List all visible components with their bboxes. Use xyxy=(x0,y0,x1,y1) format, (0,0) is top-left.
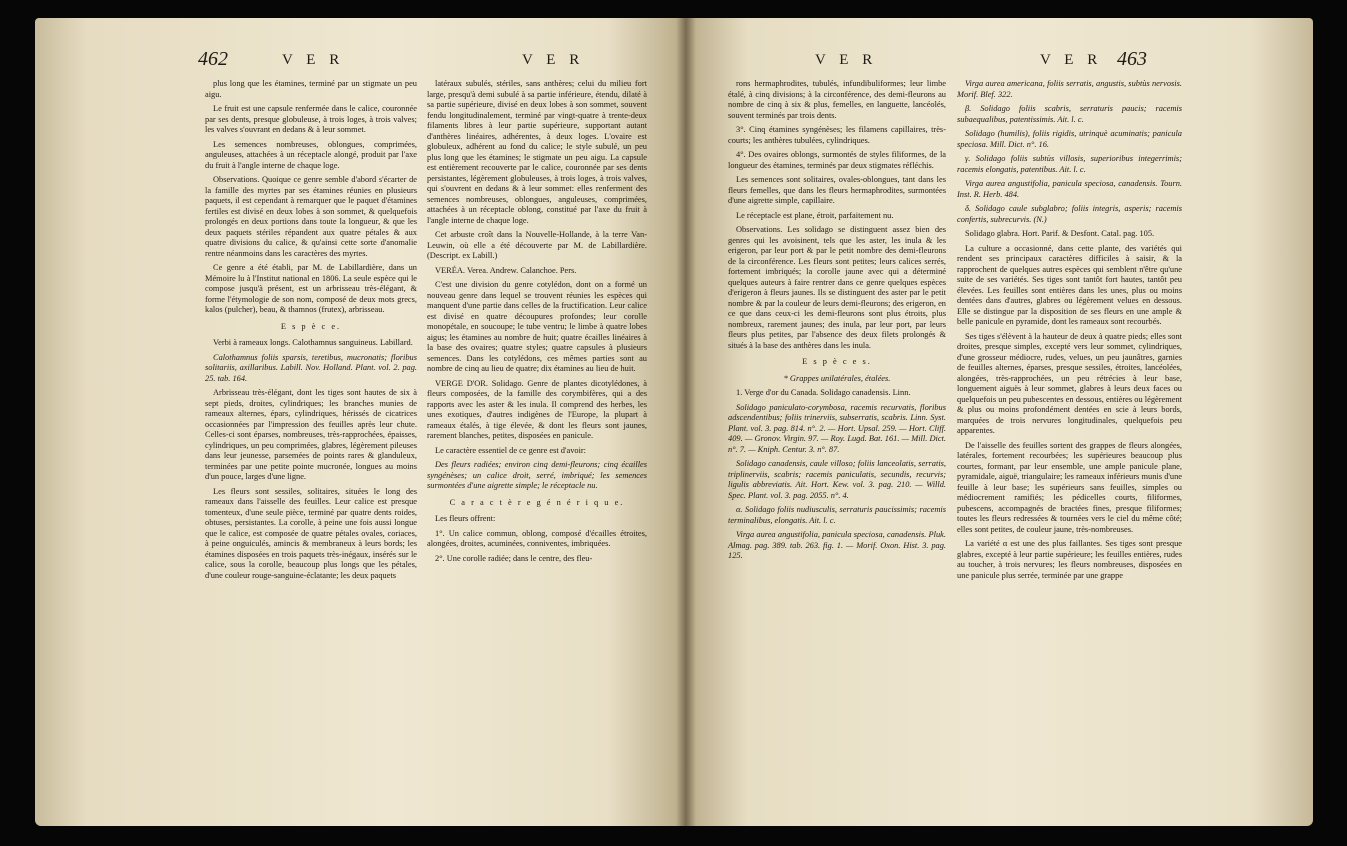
left-running-head-2: V E R xyxy=(522,52,585,68)
paragraph: Le fruit est une capsule renfermée dans le calice, couronnée par ses dents, presque globuleuse, à trois loges, à trois valves; les valves s'ouvrant en dedans & à leur sommet. xyxy=(205,104,417,134)
paragraph: Solidago paniculato-corymbosa, racemis recurvatis, floribus adscendentibus; foliis trinerviis, subserratis, scabris. Linn. Syst. Plant. vol. 3. pag. 814. n°. 2. — Hort. Upsal. 259. — Hort. Cliff. 409. — Gronov. Virgin. 97. — Roy. Lugd. Bat. 161. — Mill. Dict. n°. 7. — Kniph. Centur. 3. n°. 87. xyxy=(728,402,946,454)
paragraph: 3°. Cinq étamines syngénèses; les filamens capillaires, très-courts; les anthères tubulées, cylindriques. xyxy=(728,125,946,145)
paragraph: La variété α est une des plus faillantes. Ses tiges sont presque glabres, excepté à leur partie supérieure; les feuilles entières, rudes au toucher, à trois nervures; les fleurs nombreuses, disposées en une panicule plus serrée, terminée par une grappe xyxy=(957,539,1182,580)
section-heading: C a r a c t è r e g é n é r i q u e. xyxy=(449,497,625,507)
entry-heading: VERGE D'OR. Solidago. Genre de plantes dicotylédones, à fleurs composées, de la famille des corymbifères, qui a des rapports avec les aster & les inula. Il comprend des herbes, les unes exotiques, d'autres indigènes de l'Europe, la plupart à rameaux étalés, à tige élevée, & dont les fleurs sont jaunes, rarement blanches, petites, disposées en panicule. xyxy=(427,378,647,440)
right-column-2 xyxy=(957,79,1182,585)
paragraph: γ. Solidago foliis subtùs villosis, superioribus integerrimis; racemis elongatis, patentibus. Ait. l. c. xyxy=(957,154,1182,174)
paragraph: Virga aurea angustifolia, panicula speciosa, canadensis. Tourn. Inst. R. Herb. 484. xyxy=(957,179,1182,199)
paragraph: Virga aurea angustifolia, panicula speciosa, canadensis. Pluk. Almag. pag. 389. tab. 263. fig. 1. — Morif. Oxon. Hist. 3. pag. 125. xyxy=(728,530,946,560)
paragraph: Observations. Quoique ce genre semble d'abord s'écarter de la famille des myrtes par ses étamines réunies en plusieurs paquets, il est cependant à remarquer que le paquet d'étamines fertiles est divisé en deux lobes à son sommet, & quelquefois prolongés en deux portions dans toute la longueur, & que les deux paquets stériles répandent aux quatre pétales & aux quatre divisions du calice, & qu'ainsi cette sorte d'anomalie rentre néanmoins dans les caractères des myrtes. xyxy=(205,175,417,258)
paragraph: Cet arbuste croît dans la Nouvelle-Hollande, à la terre Van-Leuwin, où elle a été découverte par M. de Labillardière. (Descript. ex Labill.) xyxy=(427,230,647,260)
paragraph: 4°. Des ovaires oblongs, surmontés de styles filiformes, de la longueur des étamines, terminés par deux stigmates réfléchis. xyxy=(728,150,946,170)
paragraph: Solidago canadensis, caule villoso; foliis lanceolatis, serratis, triplinerviis, scabris; racemis paniculatis, secundis, recurvis; ligulis abbreviatis. Ait. Hort. Kew. vol. 3. pag. 210. — Willd. Spec. Plant. vol. 3. pag. 2055. n°. 4. xyxy=(728,459,946,500)
paragraph: α. Solidago foliis nudiusculis, serraturis paucissimis; racemis terminalibus, elongatis. Ait. l. c. xyxy=(728,505,946,525)
paragraph: Les fleurs offrent: xyxy=(435,514,496,523)
section-heading: E s p è c e. xyxy=(280,321,342,331)
section-heading: E s p è c e s. xyxy=(802,357,872,366)
paragraph: Le réceptacle est plane, étroit, parfaitement nu. xyxy=(736,210,894,220)
paragraph: 2°. Une corolle radiée; dans le centre, des fleu- xyxy=(435,553,593,563)
paragraph: Solidago (humilis), foliis rigidis, utrinquè acuminatis; panicula speciosa. Mill. Dict. n°. 16. xyxy=(957,129,1182,149)
right-column-1 xyxy=(728,79,946,566)
paragraph: Verbi à rameaux longs. Calothamnus sanguineus. Labillard. xyxy=(213,338,413,347)
right-running-head-2: V E R xyxy=(1040,52,1103,68)
paragraph: La culture a occasionné, dans cette plante, des variétés qui rendent ses principaux caractères difficiles à saisir, & la rapprochent de quelques autres espèces qui semblent n'être qu'une suite de ses variétés. Ses tiges sont tantôt fort hautes, tantôt peu élevées. Les feuilles sont entières dans les unes, plus ou moins dentées dans d'autres, glabres ou légèrement velues en dessous. Elle se distingue par la disposition de ses fleurs en une ample & belle panicule en pyramide, dont les rameaux sont recourbés. xyxy=(957,243,1182,326)
paragraph: 1°. Un calice commun, oblong, composé d'écailles étroites, alongées, droites, acuminées, conniventes, imbriquées. xyxy=(427,528,647,548)
paragraph: Des fleurs radiées; environ cinq demi-fleurons; cinq écailles syngénèses; un calice droit, serré, imbriqué; les semences surmontées d'une aigrette simple; le réceptacle nu. xyxy=(427,460,647,490)
right-page-number: 463 xyxy=(1117,48,1147,70)
paragraph: Ce genre a été établi, par M. de Labillardière, dans un Mémoire lu à l'Institut national en 1806. La seule espèce qui le compose jusqu'à présent, est un arbrisseau très-élégant, & forme l'étymologie de son nom, composé de deux mots grecs, kalos (pulcher), beau, & thamnos (frutex), arbrisseau. xyxy=(205,263,417,314)
paragraph: Virga aurea americana, foliis serratis, angustis, subtùs nervosis. Morif. Blef. 322. xyxy=(957,79,1182,99)
paragraph: C'est une division du genre cotylédon, dont on a formé un nouveau genre dans lequel se trouvent réunies les espèces qui manquent d'une partie dans celles de la fructification. Leur calice est divisé en quatre découpures profondes; leur corolle monopétale, en soucoupe; le tube ventru; le limbe à quatre lobes aigus; les étamines au nombre de huit; quatre écailles linéaires à la base des ovaires; quatre styles; quatre capsules à plusieurs semences. Dans les cotylédons, ces mêmes parties sont au nombre de cinq au lieu de quatre; dix étamines au lieu de huit. xyxy=(427,280,647,373)
paragraph: Les semences sont solitaires, ovales-oblongues, tant dans les fleurs femelles, que dans les fleurs hermaphrodites, surmontées d'une aigrette simple, capillaire. xyxy=(728,175,946,205)
paragraph: rons hermaphrodites, tubulés, infundibuliformes; leur limbe étalé, à cinq divisions; à la circonférence, des demi-fleurons au nombre de cinq à six & plus, femelles, en languette, lancéolés, souvent terminés par trois dents. xyxy=(728,79,946,120)
entry-heading: VERÉA. Verea. Andrew. Calanchoe. Pers. xyxy=(435,265,577,275)
paragraph: δ. Solidago caule subglabro; foliis integris, asperis; racemis confertis, subrecurvis. (N.) xyxy=(957,204,1182,224)
book-gutter xyxy=(676,18,696,826)
right-running-head-1: V E R xyxy=(815,52,878,68)
paragraph: Les semences nombreuses, oblongues, comprimées, anguleuses, attachées à un réceptacle alongé, produit par l'axe du fruit à l'angle interne de chaque loge. xyxy=(205,139,417,170)
left-running-head-1: V E R xyxy=(282,52,345,68)
paragraph: Ses tiges s'élèvent à la hauteur de deux à quatre pieds; elles sont droites, presque simples, excepté vers leur sommet, cylindriques, d'une grosseur médiocre, rudes, velues, un peu jaunâtres, garnies de feuilles alternes, éparses, presque sessiles, étroites, lancéolées, alongées, très-rapprochées, un peu rétrécies à leur base, longuement aiguës à leur sommet, glabres à leurs deux faces ou quelquefois un peu pubescentes en dessous, entières ou légèrement & plus ou moins profondément dentées en scie à leurs bords, marquées de trois nervures longitudinales, quelquefois peu apparentes. xyxy=(957,331,1182,435)
paragraph: Les fleurs sont sessiles, solitaires, situées le long des rameaux dans l'aisselle des feuilles. Leur calice est presque tomenteux, d'une seule pièce, terminé par quatre dents roides, obtuses, persistantes. La corolle, à peine une fois aussi longue que le calice, est composée de quatre pétales ovales, coriaces, à peine onguiculés, amincis & membraneux à leurs bords; les étamines disposées en trois paquets très-inégaux, insérés sur le calice, sous la corolle, beaucoup plus longs que les pétales, d'une couleur rouge-sanguine-éclatante; les deux paquets xyxy=(205,486,417,580)
paragraph: β. Solidago foliis scabris, serraturis paucis; racemis subaequalibus, patentissimis. Ait. l. c. xyxy=(957,104,1182,124)
paragraph: Calothamnus foliis sparsis, teretibus, mucronatis; floribus solitariis, axillaribus. Labill. Nov. Holland. Plant. vol. 2. pag. 25. tab. 164. xyxy=(205,352,417,383)
paragraph: Solidago glabra. Hort. Parif. & Desfont. Catal. pag. 105. xyxy=(965,229,1155,238)
paragraph: Le caractère essentiel de ce genre est d'avoir: xyxy=(435,445,587,455)
paragraph: 1. Verge d'or du Canada. Solidago canadensis. Linn. xyxy=(736,388,911,397)
left-page-number: 462 xyxy=(198,48,228,70)
left-column-1 xyxy=(205,79,417,585)
paragraph: Observations. Les solidago se distinguent assez bien des genres qui les avoisinent, tels que les aster, les inula & les erigeron, par leur port & par le petit nombre des demi-fleurons de la circonférence. Les fleurs sont petites; leurs calices serrés, fortement imbriqués; la corolle jaune avec qui a déterminé quelques auteurs à faire rentrer dans ce genre quelques espèces d'erigeron à fleurs jaunes. Ils se distinguent des aster par le petit nombre & par la couleur de leurs demi-fleurons; des erigeron, en ce que dans ceux-ci les demi-fleurons sont plus étroits, plus nombreux, rarement jaunes; des inula, par leur port, par leurs fleurs plus petites, par l'absence des deux filets prolongés & situés à la base des anthères dans les inula. xyxy=(728,225,946,350)
paragraph: Arbrisseau très-élégant, dont les tiges sont hautes de six à sept pieds, droites, cylindriques; les branches munies de rameaux alternes, épars, cylindriques, hérissés de cicatrices occasionnées par l'impression des feuilles après leur chute. Celles-ci sont éparses, nombreuses, très-rapprochées, épaisses, cylindriques, un peu comprimées, glabres, légèrement pileuses dans leur jeunesse, parsemées de points rares & glanduleux, terminées par une petite pointe mucronée, longues au moins d'un pouce, larges d'une ligne. xyxy=(205,388,417,481)
left-column-2 xyxy=(427,79,647,568)
paragraph: latéraux subulés, stériles, sans anthères; celui du milieu fort large, presqu'à demi subulé à sa partie inférieure, étendu, dilaté à sa partie supérieure, divisé en deux lobes à son sommet, souvent fendu longitudinalement, terminé par vingt-quatre à trente-deux filaments libres à leur partie supérieure, supportant autant d'anthères linéaires, adhérentes, à deux loges. L'ovaire est globuleux, adhérent au fond du calice; le style subulé, un peu plus long que les étamines; le stigmate un peu aigu. La capsule est entièrement recouverte par le calice, couronnée par ses dents persistantes, légèrement globuleuses, à trois loges, à trois valves, qui s'ouvrent en dedans & à leur sommet: elles renferment des semences nombreuses, oblongues, anguleuses, comprimées, attachées à un réceptacle oblong, constitué par l'axe du fruit à l'angle interne de chaque loge. xyxy=(427,79,647,225)
paragraph: plus long que les étamines, terminé par un stigmate un peu aigu. xyxy=(205,79,417,99)
subsection-heading: * Grappes unilatérales, étalées. xyxy=(783,373,891,383)
paragraph: De l'aisselle des feuilles sortent des grappes de fleurs alongées, latérales, fortement recourbées; les supérieures beaucoup plus courtes, formant, par leur ensemble, une ample panicule plane, pyramidale, aiguë, triangulaire; les rameaux inférieurs munis d'une feuille à leur base; les supérieurs sans feuilles, simples ou médiocrement ramifiés; les pédicelles courts, filiformes, pubescens, accompagnés de bractées fines, presque filiformes; toutes les fleurs redressées & tournées vers le ciel du même côté; elles sont petites, de couleur jaune, très-nombreuses. xyxy=(957,440,1182,534)
